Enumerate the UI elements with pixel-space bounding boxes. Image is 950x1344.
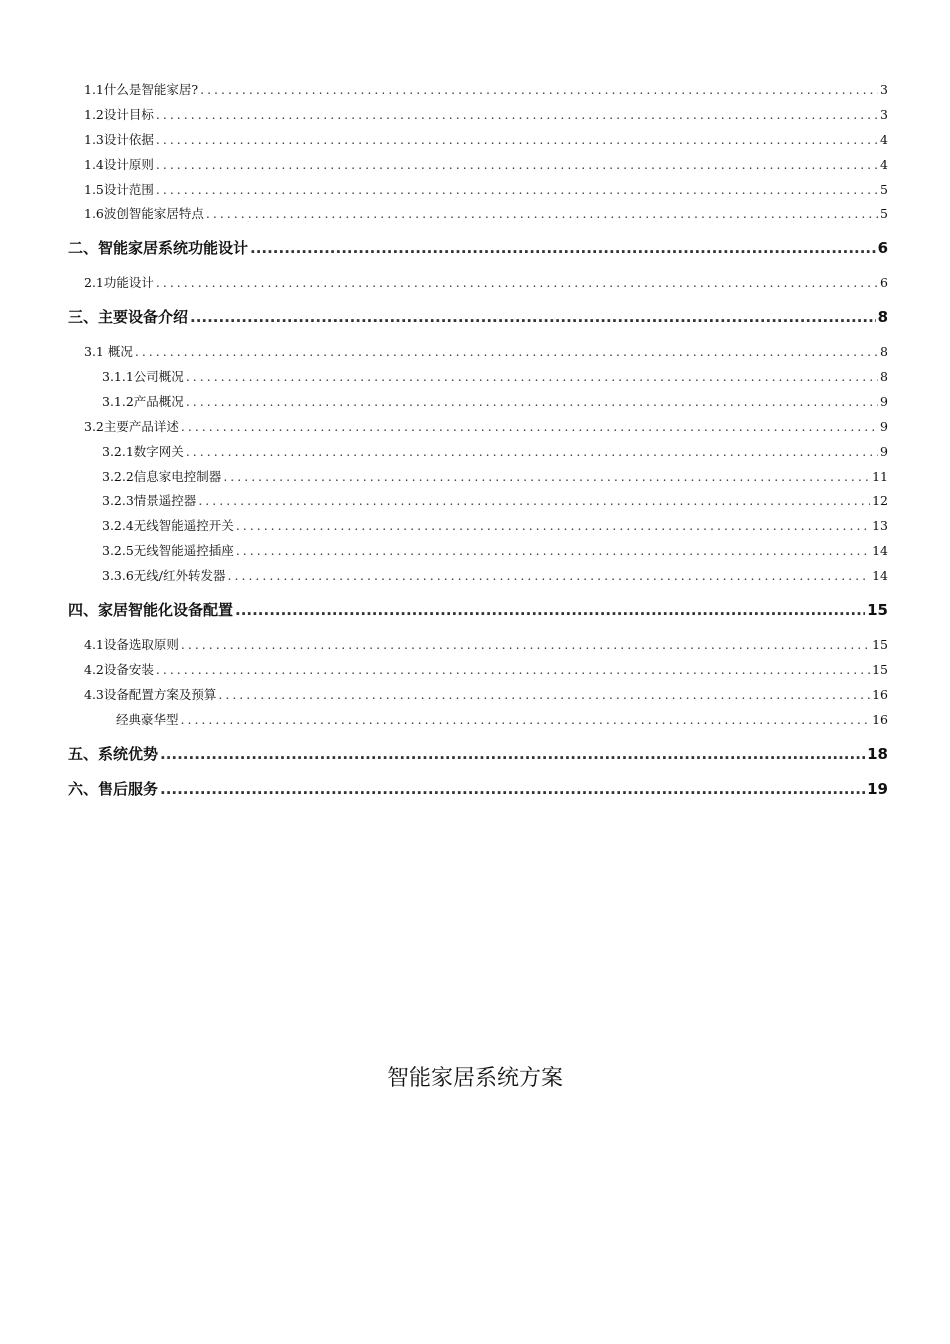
toc-entry[interactable]	[84, 273, 888, 291]
toc-page-number: 9	[880, 419, 888, 434]
toc-leader-dots	[186, 394, 878, 409]
toc-entry-text: 2.1功能设计	[84, 275, 154, 290]
toc-page-number: 9	[880, 394, 888, 409]
toc-leader-dots	[236, 518, 870, 533]
toc-page-number: 5	[880, 182, 888, 197]
toc-page-number: 6	[880, 275, 888, 290]
toc-leader-dots	[206, 206, 878, 221]
toc-entry-text: 六、售后服务	[68, 780, 159, 798]
toc-entry-text: 3.3.6无线/红外转发器	[102, 568, 226, 583]
toc-page-number: 19	[867, 780, 888, 798]
toc-entry[interactable]	[102, 467, 888, 485]
toc-page-number: 3	[880, 82, 888, 97]
toc-page-number: 16	[872, 712, 888, 727]
toc-entry-text: 3.1 概况	[84, 344, 133, 359]
toc-leader-dots	[156, 275, 878, 290]
toc-entry-text: 3.2主要产品详述	[84, 419, 179, 434]
toc-entry-text: 3.1.1公司概况	[102, 369, 184, 384]
toc-chapter-entry[interactable]	[68, 306, 888, 327]
toc-page-number: 14	[872, 568, 888, 583]
toc-page-number: 15	[872, 637, 888, 652]
toc-leader-dots	[218, 687, 870, 702]
toc-leader-dots	[223, 469, 870, 484]
toc-leader-dots	[200, 82, 878, 97]
toc-leader-dots	[198, 493, 870, 508]
toc-page-number: 8	[880, 344, 888, 359]
toc-entry-text: 1.5设计范围	[84, 182, 154, 197]
toc-entry-text: 1.1什么是智能家居?	[84, 82, 199, 97]
toc-chapter-entry[interactable]	[68, 599, 888, 620]
toc-leader-dots	[156, 132, 878, 147]
toc-leader-dots	[250, 239, 876, 257]
toc-page-number: 12	[872, 493, 888, 508]
toc-entry[interactable]	[116, 710, 888, 728]
toc-entry-text: 3.2.5无线智能遥控插座	[102, 543, 234, 558]
toc-page-number: 4	[880, 132, 888, 147]
toc-entry[interactable]	[102, 367, 888, 385]
toc-page-number: 16	[872, 687, 888, 702]
toc-leader-dots	[156, 107, 878, 122]
toc-entry[interactable]	[102, 392, 888, 410]
toc-page-number: 8	[877, 308, 888, 326]
toc-entry[interactable]	[84, 130, 888, 148]
toc-entry[interactable]	[102, 442, 888, 460]
toc-leader-dots	[156, 157, 878, 172]
toc-entry-text: 3.1.2产品概况	[102, 394, 184, 409]
toc-entry[interactable]	[84, 180, 888, 198]
toc-leader-dots	[181, 712, 871, 727]
toc-entry-text: 3.2.1数字网关	[102, 444, 184, 459]
toc-entry-text: 经典豪华型	[116, 712, 179, 727]
toc-page-number: 11	[872, 469, 888, 484]
toc-leader-dots	[160, 745, 865, 763]
toc-page-number: 15	[867, 601, 888, 619]
toc-entry[interactable]	[84, 105, 888, 123]
toc-entry-text: 三、主要设备介绍	[68, 308, 189, 326]
toc-leader-dots	[181, 419, 878, 434]
toc-page-number: 14	[872, 543, 888, 558]
toc-entry-text: 五、系统优势	[68, 745, 159, 763]
toc-entry-text: 3.2.4无线智能遥控开关	[102, 518, 234, 533]
toc-entry-text: 二、智能家居系统功能设计	[68, 239, 249, 257]
toc-page-number: 9	[880, 444, 888, 459]
toc-entry[interactable]	[102, 541, 888, 559]
toc-entry-text: 四、家居智能化设备配置	[68, 601, 234, 619]
toc-entry[interactable]	[84, 660, 888, 678]
toc-entry[interactable]	[102, 516, 888, 534]
toc-entry[interactable]	[84, 80, 888, 98]
toc-page-number: 6	[877, 239, 888, 257]
toc-entry-text: 1.3设计依据	[84, 132, 154, 147]
toc-page-number: 3	[880, 107, 888, 122]
toc-leader-dots	[190, 308, 876, 326]
toc-leader-dots	[186, 444, 878, 459]
toc-chapter-entry[interactable]	[68, 778, 888, 799]
toc-entry[interactable]	[84, 417, 888, 435]
toc-page-number: 13	[872, 518, 888, 533]
toc-entry[interactable]	[102, 566, 888, 584]
toc-page-number: 18	[867, 745, 888, 763]
toc-entry[interactable]	[102, 491, 888, 509]
toc-page-number: 15	[872, 662, 888, 677]
toc-entry[interactable]	[84, 685, 888, 703]
toc-entry-text: 1.6波创智能家居特点	[84, 206, 204, 221]
toc-leader-dots	[235, 601, 865, 619]
document-title: 智能家居系统方案	[386, 1066, 563, 1091]
toc-entry[interactable]	[84, 635, 888, 653]
toc-entry-text: 3.2.2信息家电控制器	[102, 469, 222, 484]
toc-entry-text: 1.4设计原则	[84, 157, 154, 172]
toc-leader-dots	[228, 568, 871, 583]
toc-page-number: 4	[880, 157, 888, 172]
toc-entry-text: 3.2.3情景遥控器	[102, 493, 197, 508]
toc-leader-dots	[236, 543, 870, 558]
toc-chapter-entry[interactable]	[68, 743, 888, 764]
toc-entry-text: 4.1设备选取原则	[84, 637, 179, 652]
toc-entry[interactable]	[84, 155, 888, 173]
toc-leader-dots	[186, 369, 878, 384]
toc-leader-dots	[135, 344, 878, 359]
toc-entry[interactable]	[84, 204, 888, 222]
toc-page-number: 5	[880, 206, 888, 221]
toc-leader-dots	[156, 182, 878, 197]
toc-entry-text: 4.3设备配置方案及预算	[84, 687, 217, 702]
toc-page-number: 8	[880, 369, 888, 384]
toc-chapter-entry[interactable]	[68, 237, 888, 258]
toc-entry[interactable]	[84, 342, 888, 360]
toc-leader-dots	[160, 780, 865, 798]
toc-entry-text: 1.2设计目标	[84, 107, 154, 122]
toc-leader-dots	[156, 662, 870, 677]
toc-entry-text: 4.2设备安装	[84, 662, 154, 677]
toc-leader-dots	[181, 637, 870, 652]
